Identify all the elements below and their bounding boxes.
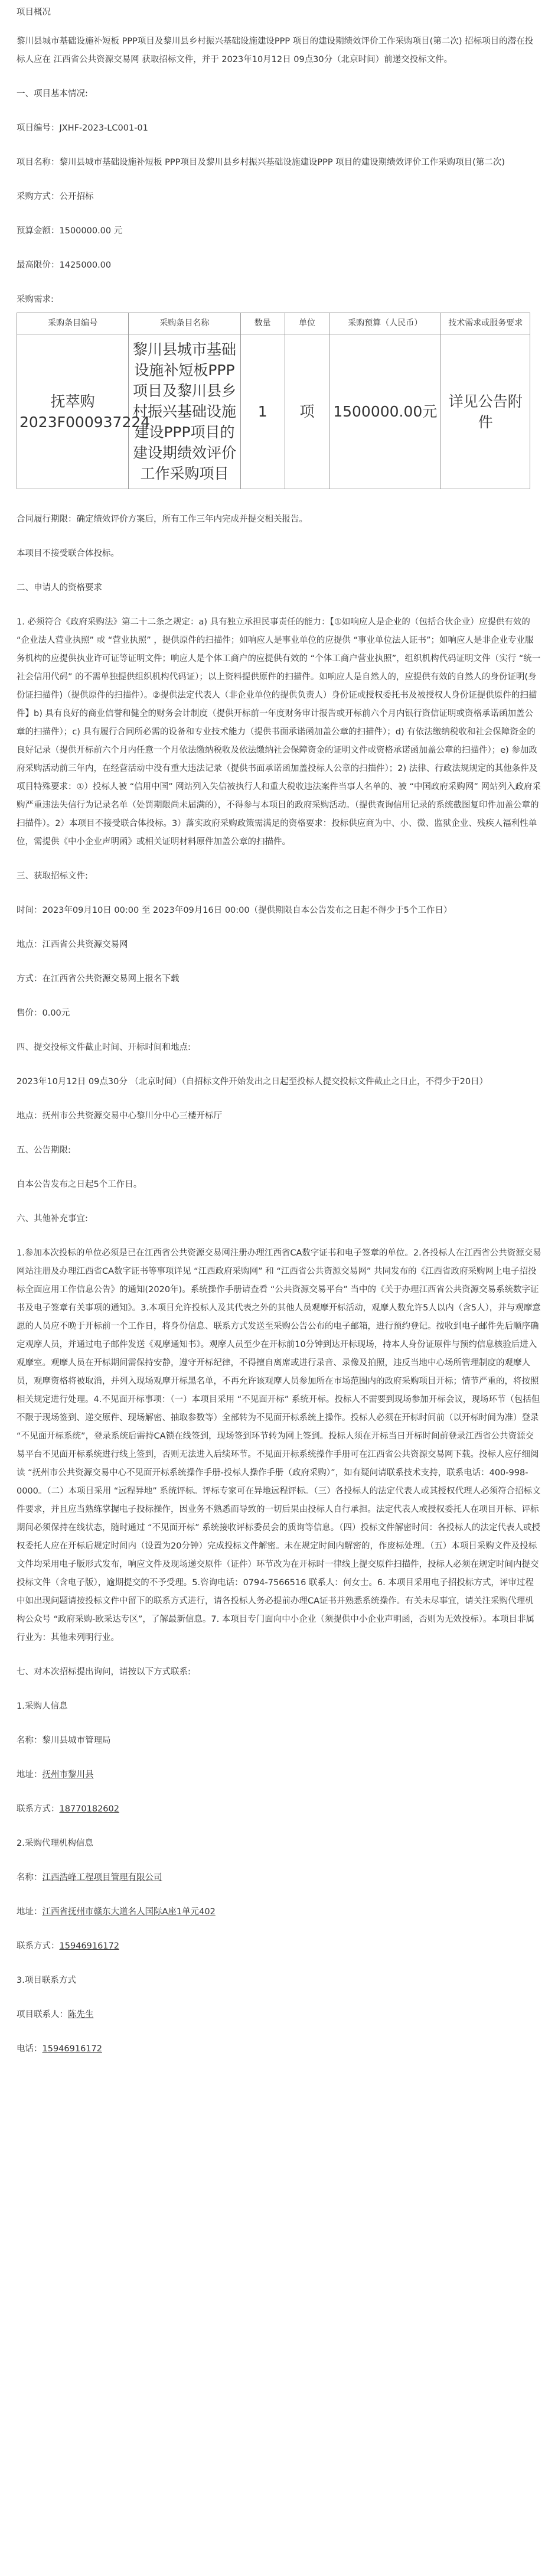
contact-heading: 3.项目联系方式 xyxy=(17,1976,76,1985)
buyer-phone-link[interactable]: 18770182602 xyxy=(59,1804,119,1814)
table-row xyxy=(17,334,530,489)
table-header-row xyxy=(17,313,530,334)
obtain-place: 地点：江西省公共资源交易网 xyxy=(17,940,128,949)
agent-name xyxy=(17,1869,541,1887)
contact-phone-label: 电话： xyxy=(17,2044,43,2054)
buyer-phone-label: 联系方式： xyxy=(17,1804,60,1814)
project-name: 项目名称：黎川县城市基础设施补短板 PPP项目及黎川县乡村振兴基础设施建设PPP 项目的建设期绩效评价工作采购项目(第二次) xyxy=(17,158,505,167)
cell-name: 黎川县城市基础设施补短板PPP项目及黎川县乡村振兴基础设施建设PPP项目的建设期绩效评价工作采购项目 xyxy=(129,334,240,489)
buyer-address-link[interactable]: 抚州市黎川县 xyxy=(42,1770,94,1780)
cell-unit: 项 xyxy=(285,334,329,489)
contact-phone xyxy=(17,2040,541,2058)
agent-address xyxy=(17,1903,541,1921)
deadline-time: 2023年10月12日 09点30分 （北京时间）（自招标文件开始发出之日起至投标人提交投标文件截止之日止，不得少于20日） xyxy=(17,1077,488,1087)
contact-phone-link[interactable]: 15946916172 xyxy=(42,2044,102,2054)
obtain-mode: 方式：在江西省公共资源交易网上报名下载 xyxy=(17,974,180,984)
contact-person-label: 项目联系人： xyxy=(17,2010,68,2019)
table-header-unit: 单位 xyxy=(285,313,329,334)
section7-heading: 七、对本次招标提出询问，请按以下方式联系: xyxy=(17,1667,191,1677)
opening-place: 地点：抚州市公共资源交易中心黎川分中心三楼开标厅 xyxy=(17,1111,222,1121)
cell-code: 抚萃购2023F000937224 xyxy=(17,334,129,489)
agent-phone-link[interactable]: 15946916172 xyxy=(59,1941,119,1951)
table-header-name: 采购条目名称 xyxy=(129,313,240,334)
consortium-note: 本项目不接受联合体投标。 xyxy=(17,549,119,558)
buyer-phone xyxy=(17,1800,541,1819)
procurement-method: 采购方式：公开招标 xyxy=(17,192,94,201)
section6-heading: 六、其他补充事宜: xyxy=(17,1214,88,1224)
contract-period: 合同履行期限：确定绩效评价方案后，所有工作三年内完成并提交相关报告。 xyxy=(17,515,308,524)
section4-heading: 四、提交投标文件截止时间、开标时间和地点: xyxy=(17,1043,191,1052)
obtain-price: 售价：0.00元 xyxy=(17,1009,70,1018)
document xyxy=(0,4,558,2058)
table-header-code: 采购条目编号 xyxy=(17,313,129,334)
budget-amount: 预算金额：1500000.00 元 xyxy=(17,226,123,236)
contact-person-link[interactable]: 陈先生 xyxy=(68,2010,94,2019)
section1-heading: 一、项目基本情况: xyxy=(17,89,88,99)
project-number: 项目编号：JXHF-2023-LC001-01 xyxy=(17,123,148,133)
table-header-qty: 数量 xyxy=(240,313,285,334)
section2-heading: 二、申请人的资格要求 xyxy=(17,583,102,593)
table-header-budget: 采购预算（人民币） xyxy=(329,313,441,334)
requirement-table xyxy=(17,313,530,489)
buyer-heading: 1.采购人信息 xyxy=(17,1702,68,1711)
max-price: 最高限价：1425000.00 xyxy=(17,261,112,270)
agent-address-label: 地址： xyxy=(17,1907,43,1917)
cell-budget: 1500000.00元 xyxy=(329,334,441,489)
qualification-text: 1. 必须符合《政府采购法》第二十二条之规定：a) 具有独立承担民事责任的能力：【①如响应人是企业的（包括合伙企业）应提供有效的 “企业法人营业执照” 或 “营业执照” ，提供原件的扫描件；如响应人是事业单位的应提供 “事业单位法人证书”；如响应人是非企业专业服务机构的应提供执业许可证等证明文件；响应人是个体工商户的应提供有效的 “个体工商户营业执照”，组织机构代码证明文件（实行 “统一社会信用代码” 的不需单独提供组织机构代码证）；以上资料提供原件的扫描件。如响应人是自然人的，应提供有效的自然人的身份证明(身份证扫描件)（提供原件的扫描件）。②提供法定代表人（非企业单位的提供负责人）身份证或授权委托书及被授权人身份证提供原件的扫描件】b) 具有良好的商业信誉和健全的财务会计制度（提供开标前一年度财务审计报告或开标前六个月内银行资信证明或资格承诺函加盖公章的扫描件）；c) 具有履行合同所必需的设备和专业技术能力（提供书面承诺函加盖公章的扫描件）；d) 有依法缴纳税收和社会保障资金的良好记录（提供开标前六个月内任意一个月依法缴纳税收及依法缴纳社会保障资金的证明文件或资格承诺函加盖公章的扫描件）；e) 参加政府采购活动前三年内，在经营活动中没有重大违法记录（提供书面承诺函加盖投标人公章的扫描件）；2) 法律、行政法规规定的其他条件及项目特殊要求：①）投标人被 “信用中国” 网站列入失信被执行人和重大税收违法案件当事人名单的、被 “中国政府采购网” 网站列入政府采购严重违法失信行为记录名单（处罚期限尚未届满的），不得参与本项目的政府采购活动。（提供查询信用记录的系统截图复印件加盖公章的扫描件）。2）本项目不接受联合体投标。3）落实政府采购政策需满足的资格要求：投标供应商为中、小、微、监狱企业、残疾人福利性单位，需提供《中小企业声明函》或相关证明材料原件加盖公章的扫描件。 xyxy=(17,617,541,847)
cell-req: 详见公告附件 xyxy=(441,334,530,489)
overview-text: 黎川县城市基础设施补短板 PPP项目及黎川县乡村振兴基础设施建设PPP 项目的建设期绩效评价工作采购项目(第二次) 招标项目的潜在投标人应在 江西省公共资源交易网 获取招标文件，并于 2023年10月12日 09点30分（北京时间）前递交投标文件。 xyxy=(17,37,534,64)
agent-address-link[interactable]: 江西省抚州市赣东大道名人国际A座1单元402 xyxy=(42,1907,216,1917)
buyer-address xyxy=(17,1766,541,1784)
section5-heading: 五、公告期限: xyxy=(17,1146,71,1155)
contact-person xyxy=(17,2006,541,2024)
supplementary-text: 1.参加本次投标的单位必须是已在江西省公共资源交易网注册办理江西省CA数字证书和电子签章的单位。2.各投标人在江西省公共资源交易网站注册及办理江西省CA数字证书等事项详见 “江西政府采购网” 和 “江西省公共资源交易网” 共同发布的《江西省政府采购网上电子招投标全面应用工作信息公告》的通知(2020年)。系统操作手册请查看 “公共资源交易平台” 当中的《关于办理江西省公共资源交易系统数字证书及电子签章有关事项的通知》。3.本项目允许投标人及其代表之外的其他人员观摩开标活动，观摩人数允许5人以内（含5人），并与观摩意愿的人员应不晚于开标前一个工作日，将身份信息、联系方式发送至采购公告公布的电子邮箱，进行预约登记。按收到电子邮件先后顺序确定观摩人员，并通过电子邮件发送《观摩通知书》。观摩人员至少在开标前10分钟到达开标现场，持本人身份证原件与预约信息核验后进入观摩室。观摩人员在开标期间需保持安静，遵守开标纪律，不得擅自离席或进行录音、录像及拍照，违反当地中心场所管理制度的观摩人员，观摩资格将被取消，并列入现场观摩开标黑名单，不再允许该观摩人员参加所在市场范围内的政府采购项目开标；情节严重的，将按照相关规定进行处理。4.不见面开标事项：（一）本项目采用 “不见面开标” 系统开标。投标人不需要到现场参加开标会议，现场环节（包括但不限于现场签到、递交原件、现场解密、抽取参数等）全部转为不见面开标系统上操作。投标人必须在开标时间前（以开标时间为准）登录 “不见面开标系统”，登录系统后需持CA锁在线签到，现场签到环节转为网上签到。投标人须在开标当日开标时间前登录江西省公共资源交易平台不见面开标系统进行线上签到，否则无法进入后续环节。不见面开标系统操作手册可在江西省公共资源交易网下载。投标人应仔细阅读 “抚州市公共资源交易中心不见面开标系统操作手册-投标人操作手册（政府采购）”，如有疑问请联系技术支持，联系电话：400-998-0000。（二）本项目采用 “远程异地” 系统评标。评标专家可在异地远程评标。（三）各投标人的法定代表人或其授权代理人必须符合招标文件要求，并且应当熟练掌握电子投标操作，因业务不熟悉而导致的一切后果由投标人自行承担。法定代表人或授权委托人在项目开标、评标期间必须保持在线状态，随时通过 “不见面开标” 系统接收评标委员会的质询等信息。（四）投标文件解密时间：各投标人的法定代表人或授权委托人应在开标后规定时间内（设置为20分钟）完成投标文件解密。未在规定时间内解密的，作废标处理。（五）本项目采购文件及投标文件均采用电子版形式发布，响应文件及现场递交原件（证件）环节改为在开标时一律线上提交原件扫描件，投标人必须在规定时间内提交投标文件（含电子版），逾期提交的不予受理。5.咨询电话：0794-7566516 联系人：何女士。6. 本项目采用电子招投标方式，评审过程中如出现问题请按投标文件中留下的联系方式进行，请各投标人务必提前办理CA证书并熟悉系统操作。有关未尽事宜，请关注采购代理机构公众号 “政府采购-欧采达专区”，了解最新信息。7. 本项目专门面向中小企业（须提供中小企业声明函，否则为无效投标）。本项目非属行业为：其他未列明行业。 xyxy=(17,1248,541,1642)
cell-qty: 1 xyxy=(240,334,285,489)
agent-heading: 2.采购代理机构信息 xyxy=(17,1839,93,1848)
agent-name-label: 名称： xyxy=(17,1873,43,1882)
page-title: 项目概况 xyxy=(17,8,51,17)
agent-phone xyxy=(17,1937,541,1956)
buyer-name: 名称：黎川县城市管理局 xyxy=(17,1736,111,1745)
buyer-address-label: 地址： xyxy=(17,1770,43,1780)
requirement-label: 采购需求: xyxy=(17,295,54,304)
section3-heading: 三、获取招标文件: xyxy=(17,871,88,881)
obtain-time: 时间：2023年09月10日 00:00 至 2023年09月16日 00:00（提供期限自本公告发布之日起不得少于5个工作日） xyxy=(17,906,452,915)
table-header-req: 技术需求或服务要求 xyxy=(441,313,530,334)
agent-phone-label: 联系方式： xyxy=(17,1941,60,1951)
notice-period: 自本公告发布之日起5个工作日。 xyxy=(17,1180,142,1189)
agent-name-link[interactable]: 江西浩峰工程项目管理有限公司 xyxy=(42,1873,162,1882)
